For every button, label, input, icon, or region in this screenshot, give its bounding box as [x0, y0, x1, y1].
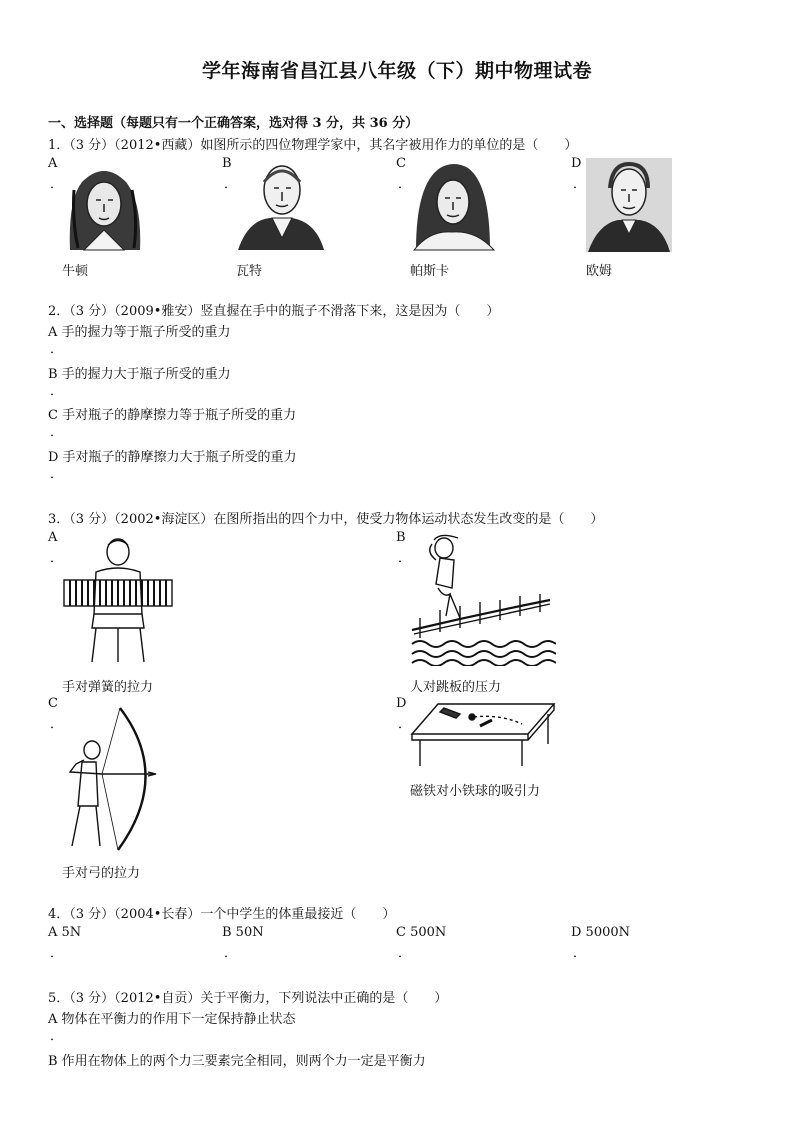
q2-option-b[interactable]: B 手的握力大于瓶子所受的重力 — [48, 367, 231, 382]
q1-option-c-letter[interactable]: C — [396, 156, 406, 171]
q2-option-c-dot: ． — [50, 425, 64, 440]
q2-option-c[interactable]: C 手对瓶子的静摩擦力等于瓶子所受的重力 — [48, 408, 297, 423]
q1-option-a-dot: ． — [50, 177, 64, 192]
pascal-portrait — [410, 158, 496, 252]
q4-option-c[interactable]: C 500N — [396, 925, 447, 940]
q1-option-a-caption: 牛顿 — [62, 264, 89, 279]
diving-board-figure — [410, 534, 556, 666]
q4-option-d[interactable]: D 5000N — [571, 925, 631, 940]
q4-option-b-dot: ． — [224, 946, 238, 961]
q5-option-a-dot: ． — [50, 1029, 64, 1044]
q2-option-a[interactable]: A 手的握力等于瓶子所受的重力 — [48, 325, 231, 340]
q5-option-b[interactable]: B 作用在物体上的两个力三要素完全相同，则两个力一定是平衡力 — [48, 1054, 426, 1069]
question-1-stem: 1．（3 分）（2012•西藏）如图所示的四位物理学家中，其名字被用作力的单位的是（ ） — [48, 138, 578, 153]
q1-option-d-caption: 欧姆 — [586, 264, 613, 279]
q2-option-a-dot: ． — [50, 342, 64, 357]
q3-option-c-letter[interactable]: C — [48, 696, 58, 711]
q2-option-d-dot: ． — [50, 467, 64, 482]
page-title: 学年海南省昌江县八年级（下）期中物理试卷 — [201, 60, 592, 82]
newton-portrait — [62, 160, 146, 252]
spring-stretch-figure — [62, 536, 174, 664]
q1-option-d-letter[interactable]: D — [571, 156, 582, 171]
question-4-stem: 4．（3 分）（2004•长春）一个中学生的体重最接近（ ） — [48, 907, 396, 922]
q5-option-a[interactable]: A 物体在平衡力的作用下一定保持静止状态 — [48, 1012, 296, 1027]
q1-option-b-dot: ． — [224, 177, 238, 192]
q3-option-c-dot: ． — [50, 717, 64, 732]
question-2-stem: 2．（3 分）（2009•雅安）竖直握在手中的瓶子不滑落下来，这是因为（ ） — [48, 304, 500, 319]
q3-option-d-caption: 磁铁对小铁球的吸引力 — [410, 784, 541, 799]
q4-option-a-dot: ． — [50, 946, 64, 961]
question-5-stem: 5．（3 分）（2012•自贡）关于平衡力，下列说法中正确的是（ ） — [48, 991, 448, 1006]
q3-option-a-dot: ． — [50, 551, 64, 566]
q4-option-c-dot: ． — [398, 946, 412, 961]
q1-option-a-letter[interactable]: A — [48, 156, 58, 171]
q3-option-b-letter[interactable]: B — [396, 530, 406, 545]
q4-option-d-dot: ． — [573, 946, 587, 961]
magnet-table-figure — [410, 700, 556, 768]
q3-option-d-letter[interactable]: D — [396, 696, 407, 711]
q4-option-b[interactable]: B 50N — [222, 925, 264, 940]
q3-option-b-caption: 人对跳板的压力 — [410, 680, 502, 695]
q3-option-b-dot: ． — [398, 551, 412, 566]
q3-option-d-dot: ． — [398, 717, 412, 732]
q3-option-a-letter[interactable]: A — [48, 530, 58, 545]
q3-option-a-caption: 手对弹簧的拉力 — [62, 680, 154, 695]
archer-figure — [62, 706, 162, 852]
ohm-portrait — [586, 158, 672, 252]
q1-option-b-letter[interactable]: B — [222, 156, 232, 171]
q2-option-b-dot: ． — [50, 384, 64, 399]
q3-option-c-caption: 手对弓的拉力 — [62, 866, 141, 881]
watt-portrait — [236, 158, 326, 252]
q4-option-a[interactable]: A 5N — [48, 925, 82, 940]
q1-option-c-caption: 帕斯卡 — [410, 264, 450, 279]
q2-option-d[interactable]: D 手对瓶子的静摩擦力大于瓶子所受的重力 — [48, 450, 297, 465]
q1-option-c-dot: ． — [398, 177, 412, 192]
q1-option-b-caption: 瓦特 — [236, 264, 263, 279]
question-3-stem: 3．（3 分）（2002•海淀区）在图所指出的四个力中，使受力物体运动状态发生改变的是（ ） — [48, 512, 604, 527]
section-header: 一、选择题（每题只有一个正确答案，选对得 3 分，共 36 分） — [48, 116, 419, 131]
q1-option-d-dot: ． — [573, 177, 587, 192]
